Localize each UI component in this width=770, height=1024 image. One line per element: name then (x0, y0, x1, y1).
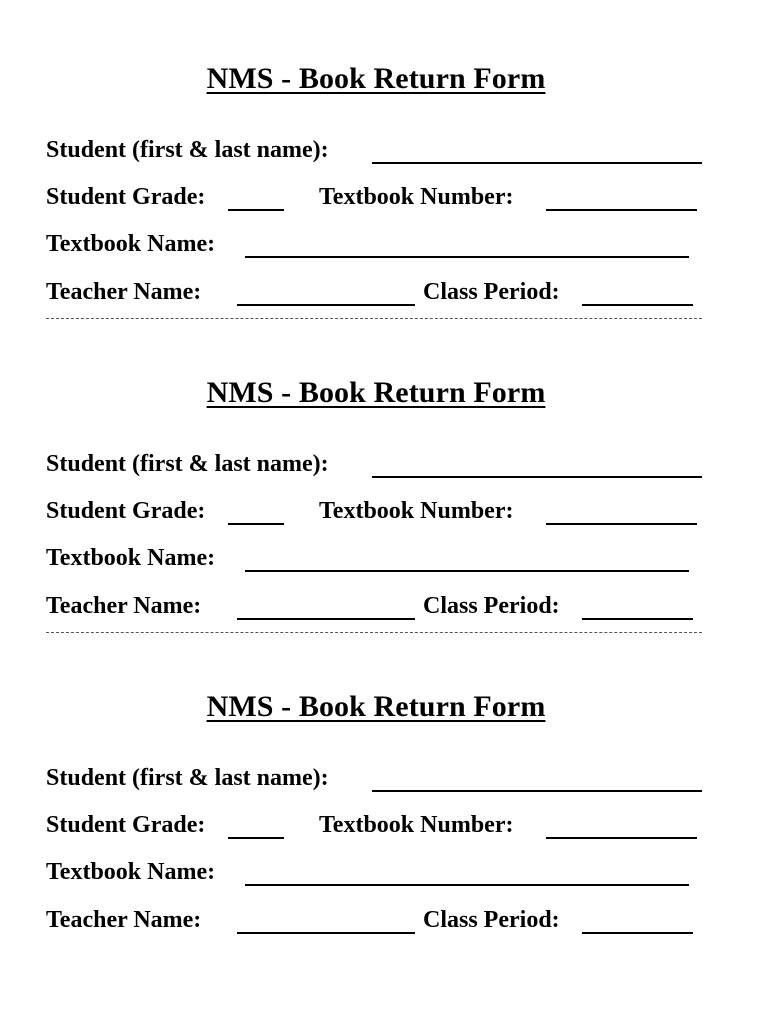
textbook-name-field[interactable] (245, 884, 689, 886)
textbook-name-field[interactable] (245, 570, 689, 572)
class-period-label: Class Period: (423, 593, 560, 619)
textbook-name-label: Textbook Name: (46, 545, 216, 571)
student-grade-label: Student Grade: (46, 812, 206, 838)
form-title: NMS - Book Return Form (206, 690, 546, 723)
class-period-field[interactable] (582, 304, 693, 306)
student-grade-field[interactable] (228, 523, 284, 525)
textbook-number-field[interactable] (546, 523, 697, 525)
student-row (46, 135, 706, 167)
student-grade-field[interactable] (228, 209, 284, 211)
textbook-number-label: Textbook Number: (319, 184, 514, 210)
student-grade-label: Student Grade: (46, 184, 206, 210)
student-name-field[interactable] (372, 162, 702, 164)
textbook-name-field[interactable] (245, 256, 689, 258)
student-grade-label: Student Grade: (46, 498, 206, 524)
textbook-number-label: Textbook Number: (319, 812, 514, 838)
student-grade-field[interactable] (228, 837, 284, 839)
teacher-name-field[interactable] (237, 932, 415, 934)
book-return-form (0, 0, 770, 305)
textbook-name-row (46, 229, 706, 261)
grade-number-row (46, 810, 706, 842)
teacher-name-label: Teacher Name: (46, 279, 202, 305)
textbook-number-field[interactable] (546, 209, 697, 211)
teacher-period-row (46, 905, 706, 937)
book-return-form (0, 314, 770, 619)
textbook-number-field[interactable] (546, 837, 697, 839)
textbook-name-row (46, 543, 706, 575)
student-row (46, 449, 706, 481)
teacher-name-label: Teacher Name: (46, 907, 202, 933)
teacher-name-field[interactable] (237, 618, 415, 620)
teacher-name-label: Teacher Name: (46, 593, 202, 619)
textbook-name-label: Textbook Name: (46, 859, 216, 885)
teacher-period-row (46, 591, 706, 623)
student-row (46, 763, 706, 795)
student-name-label: Student (first & last name): (46, 137, 329, 163)
form-title: NMS - Book Return Form (206, 376, 546, 409)
student-name-label: Student (first & last name): (46, 451, 329, 477)
teacher-period-row (46, 277, 706, 309)
teacher-name-field[interactable] (237, 304, 415, 306)
textbook-number-label: Textbook Number: (319, 498, 514, 524)
textbook-name-label: Textbook Name: (46, 231, 216, 257)
student-name-field[interactable] (372, 476, 702, 478)
textbook-name-row (46, 857, 706, 889)
class-period-label: Class Period: (423, 907, 560, 933)
form-title: NMS - Book Return Form (206, 62, 546, 95)
book-return-form (0, 628, 770, 933)
student-name-field[interactable] (372, 790, 702, 792)
class-period-label: Class Period: (423, 279, 560, 305)
grade-number-row (46, 182, 706, 214)
student-name-label: Student (first & last name): (46, 765, 329, 791)
grade-number-row (46, 496, 706, 528)
class-period-field[interactable] (582, 618, 693, 620)
class-period-field[interactable] (582, 932, 693, 934)
